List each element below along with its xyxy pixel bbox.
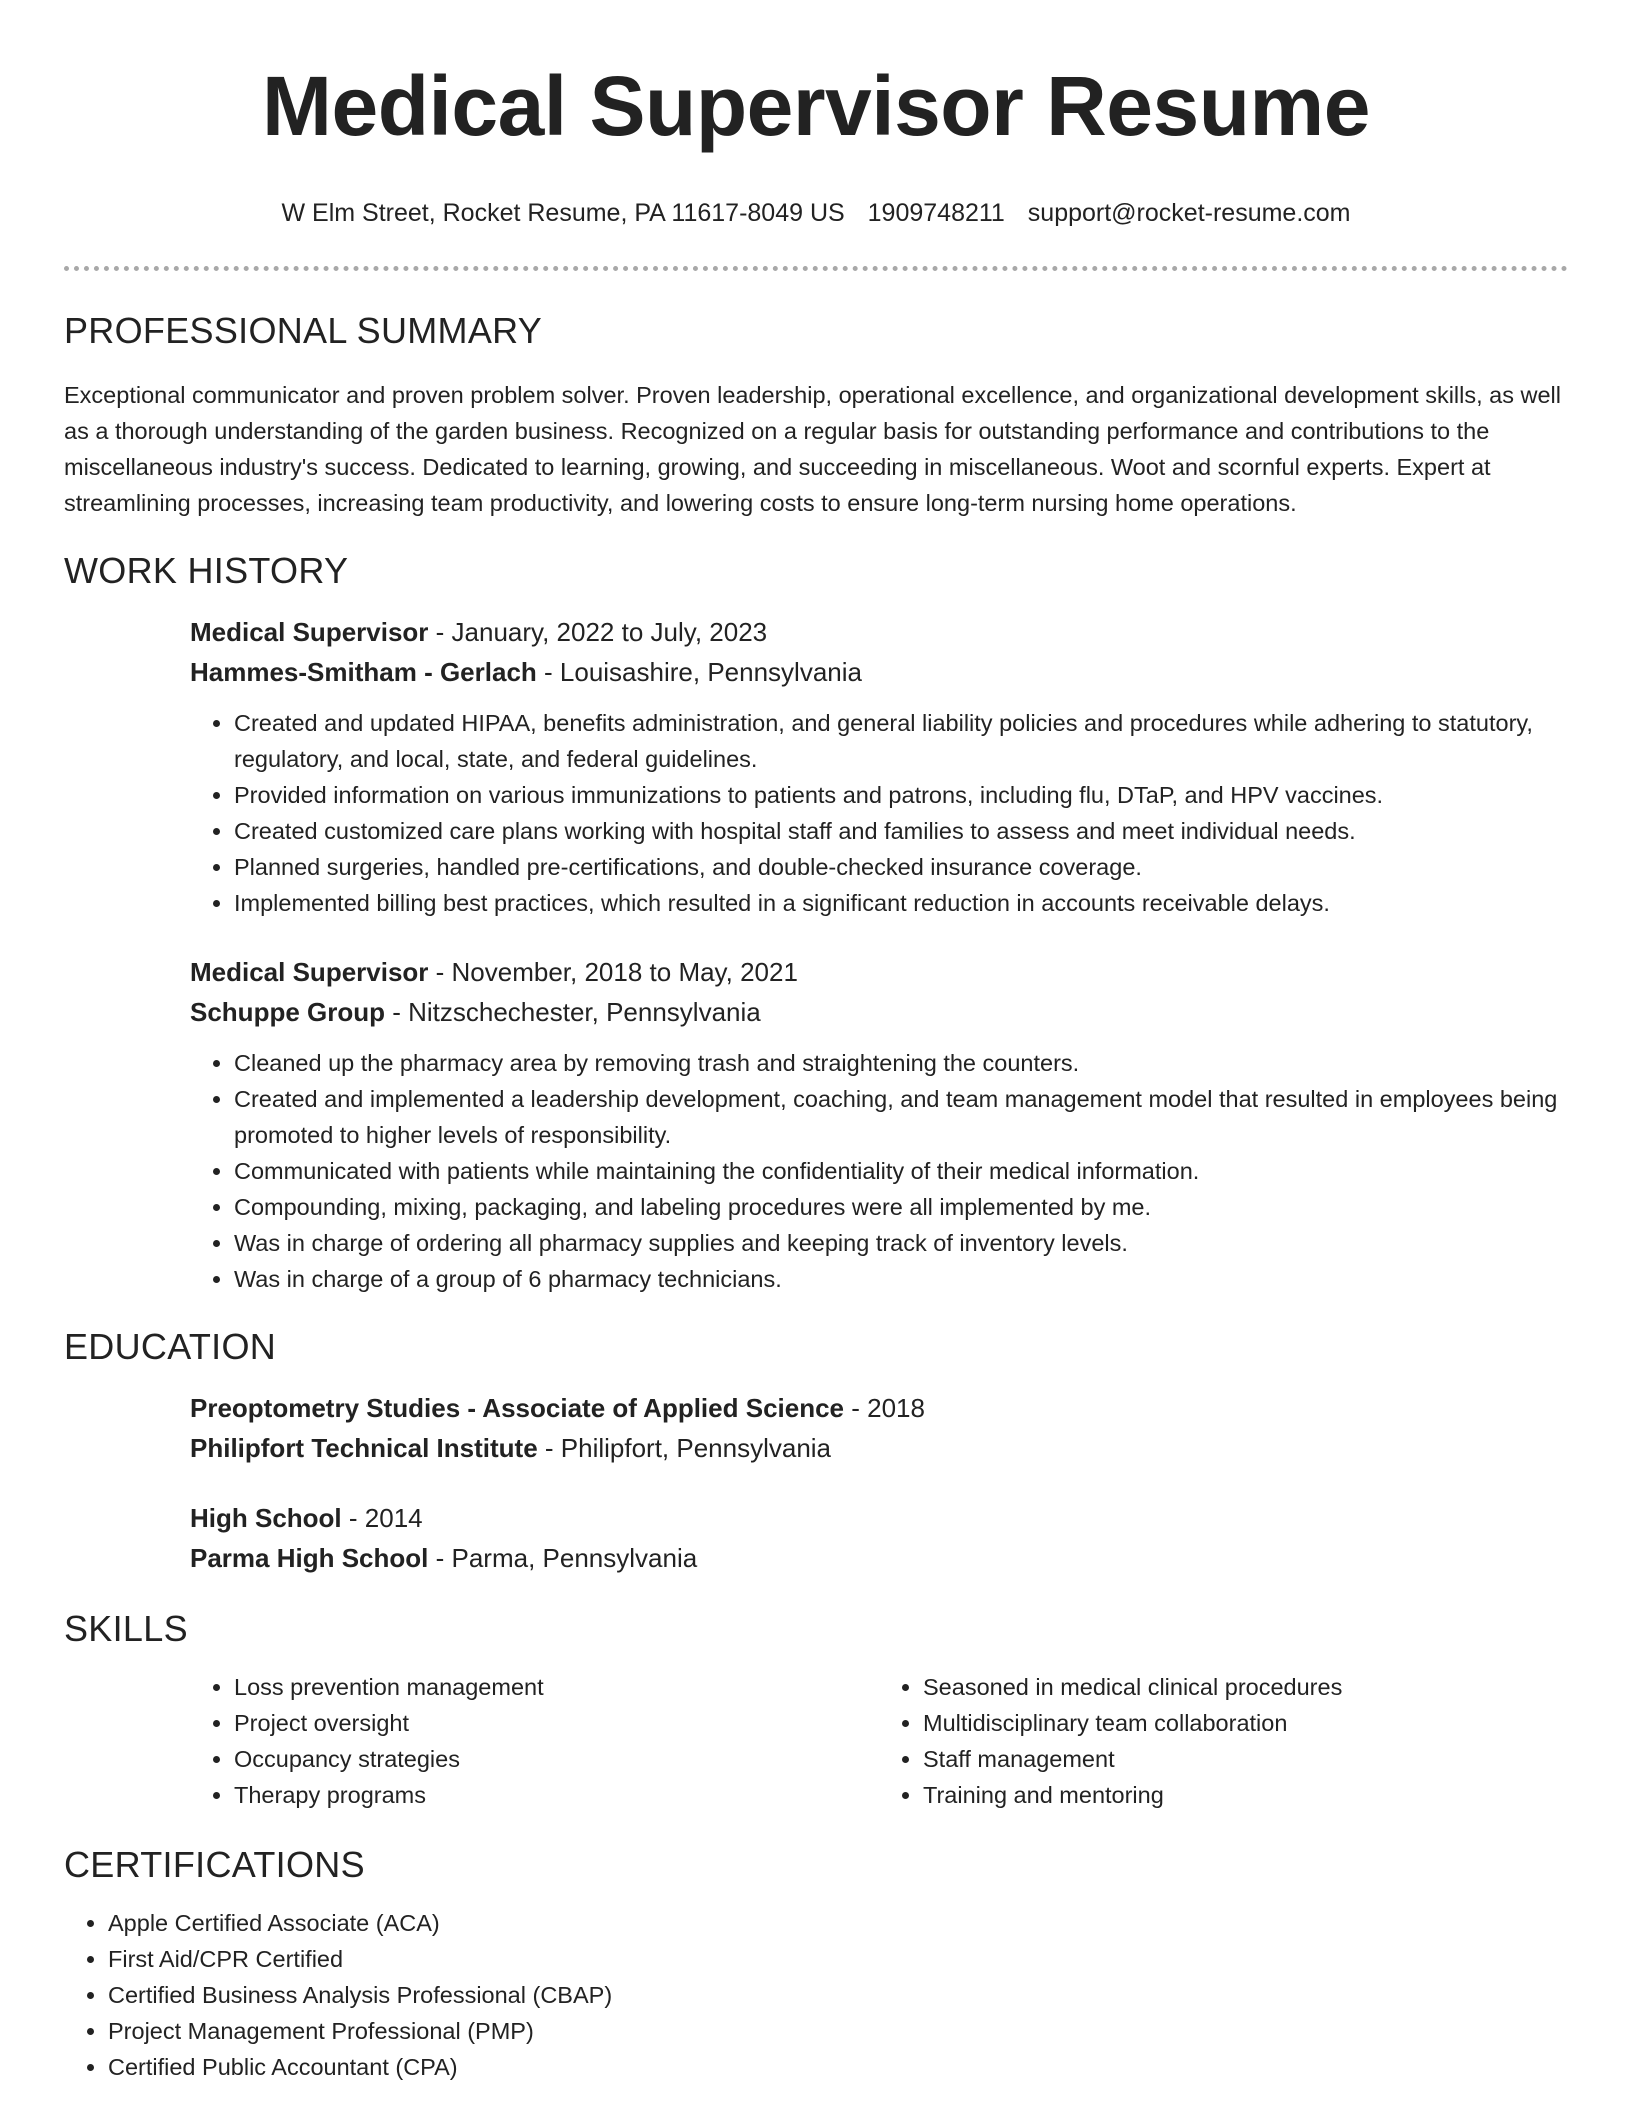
school: Parma High School: [190, 1543, 429, 1573]
list-item: • Created customized care plans working with hospital staff and families to assess and meet individual needs.: [234, 813, 1568, 849]
work-history-section: [64, 549, 1568, 1297]
degree-year: - 2018: [844, 1393, 925, 1423]
job-bullets: [190, 705, 1568, 921]
school: Philipfort Technical Institute: [190, 1433, 538, 1463]
job-title: Medical Supervisor: [190, 617, 429, 647]
certifications-list: [64, 1905, 1568, 2085]
list-item: • Provided information on various immunizations to patients and patrons, including flu, DTaP, and HPV vaccines.: [234, 777, 1568, 813]
skills-columns: [190, 1669, 1568, 1813]
job-dates: - January, 2022 to July, 2023: [428, 617, 768, 647]
contact-email: support@rocket-resume.com: [1027, 199, 1351, 227]
job-company: Hammes-Smitham - Gerlach: [190, 657, 537, 687]
list-item: • Apple Certified Associate (ACA): [108, 1905, 1568, 1941]
list-item: • Loss prevention management: [234, 1669, 879, 1705]
skills-list-left: [190, 1669, 879, 1813]
list-item: • Certified Business Analysis Professional (CBAP): [108, 1977, 1568, 2013]
job-dates: - November, 2018 to May, 2021: [428, 957, 798, 987]
section-title-certifications: CERTIFICATIONS: [64, 1844, 365, 1885]
degree: High School: [190, 1503, 342, 1533]
list-item: • Certified Public Accountant (CPA): [108, 2049, 1568, 2085]
job-bullets: [190, 1045, 1568, 1297]
job-title-line: [190, 613, 1568, 651]
contact-address: W Elm Street, Rocket Resume, PA 11617-8049 US: [281, 199, 845, 227]
job-entry: [190, 953, 1568, 1297]
list-item: • Occupancy strategies: [234, 1741, 879, 1777]
job-title: Medical Supervisor: [190, 957, 429, 987]
school-location: - Philipfort, Pennsylvania: [537, 1433, 832, 1463]
job-company-line: [190, 993, 1568, 1031]
section-title-education: EDUCATION: [64, 1326, 277, 1367]
page-title: Medical Supervisor Resume: [262, 59, 1370, 153]
degree-year: - 2014: [341, 1503, 423, 1533]
skills-section: [64, 1607, 1568, 1813]
list-item: • Created and updated HIPAA, benefits administration, and general liability policies and procedures while adhering to statutory, regulatory, and local, state, and federal guidelines.: [234, 705, 1568, 777]
list-item: • Project oversight: [234, 1705, 879, 1741]
skills-list-right: [879, 1669, 1568, 1813]
list-item: • Compounding, mixing, packaging, and labeling procedures were all implemented by me.: [234, 1189, 1568, 1225]
header-divider: [64, 266, 1568, 271]
education-entry: [190, 1389, 1568, 1467]
list-item: • Staff management: [923, 1741, 1568, 1777]
list-item: • Was in charge of ordering all pharmacy supplies and keeping track of inventory levels.: [234, 1225, 1568, 1261]
job-company: Schuppe Group: [190, 997, 385, 1027]
list-item: • Multidisciplinary team collaboration: [923, 1705, 1568, 1741]
certifications-section: [64, 1843, 1568, 2085]
list-item: • Implemented billing best practices, which resulted in a significant reduction in accounts receivable delays.: [234, 885, 1568, 921]
resume-page: [64, 0, 1568, 2085]
section-title-work-history: WORK HISTORY: [64, 550, 349, 591]
job-entry: [190, 613, 1568, 921]
degree-line: [190, 1499, 1568, 1537]
school-line: [190, 1539, 1568, 1577]
summary-section: [64, 309, 1568, 521]
list-item: • First Aid/CPR Certified: [108, 1941, 1568, 1977]
list-item: • Training and mentoring: [923, 1777, 1568, 1813]
school-location: - Parma, Pennsylvania: [428, 1543, 698, 1573]
section-title-skills: SKILLS: [64, 1608, 188, 1649]
degree-line: [190, 1389, 1568, 1427]
contact-line: [64, 196, 1568, 230]
list-item: • Therapy programs: [234, 1777, 879, 1813]
list-item: • Cleaned up the pharmacy area by removing trash and straightening the counters.: [234, 1045, 1568, 1081]
job-company-line: [190, 653, 1568, 691]
job-location: - Louisashire, Pennsylvania: [536, 657, 862, 687]
summary-text: Exceptional communicator and proven problem solver. Proven leadership, operational excellence, and organizational development skills, as well as a thorough understanding of the garden business. Recognized on a regular basis for outstanding performance and contributions to the miscellaneous industry's success. Dedicated to learning, growing, and succeeding in miscellaneous. Woot and scornful experts. Expert at streamlining processes, increasing team productivity, and lowering costs to ensure long-term nursing home operations.: [64, 382, 1562, 516]
job-location: - Nitzschechester, Pennsylvania: [385, 997, 761, 1027]
list-item: • Planned surgeries, handled pre-certifications, and double-checked insurance coverage.: [234, 849, 1568, 885]
list-item: • Project Management Professional (PMP): [108, 2013, 1568, 2049]
list-item: • Seasoned in medical clinical procedures: [923, 1669, 1568, 1705]
school-line: [190, 1429, 1568, 1467]
degree: Preoptometry Studies - Associate of Applied Science: [190, 1393, 845, 1423]
list-item: • Was in charge of a group of 6 pharmacy technicians.: [234, 1261, 1568, 1297]
education-entry: [190, 1499, 1568, 1577]
job-title-line: [190, 953, 1568, 991]
education-section: [64, 1325, 1568, 1577]
contact-phone: 1909748211: [867, 199, 1005, 227]
list-item: • Created and implemented a leadership development, coaching, and team management model that resulted in employees being promoted to higher levels of responsibility.: [234, 1081, 1568, 1153]
list-item: • Communicated with patients while maintaining the confidentiality of their medical information.: [234, 1153, 1568, 1189]
section-title-summary: PROFESSIONAL SUMMARY: [64, 310, 543, 351]
